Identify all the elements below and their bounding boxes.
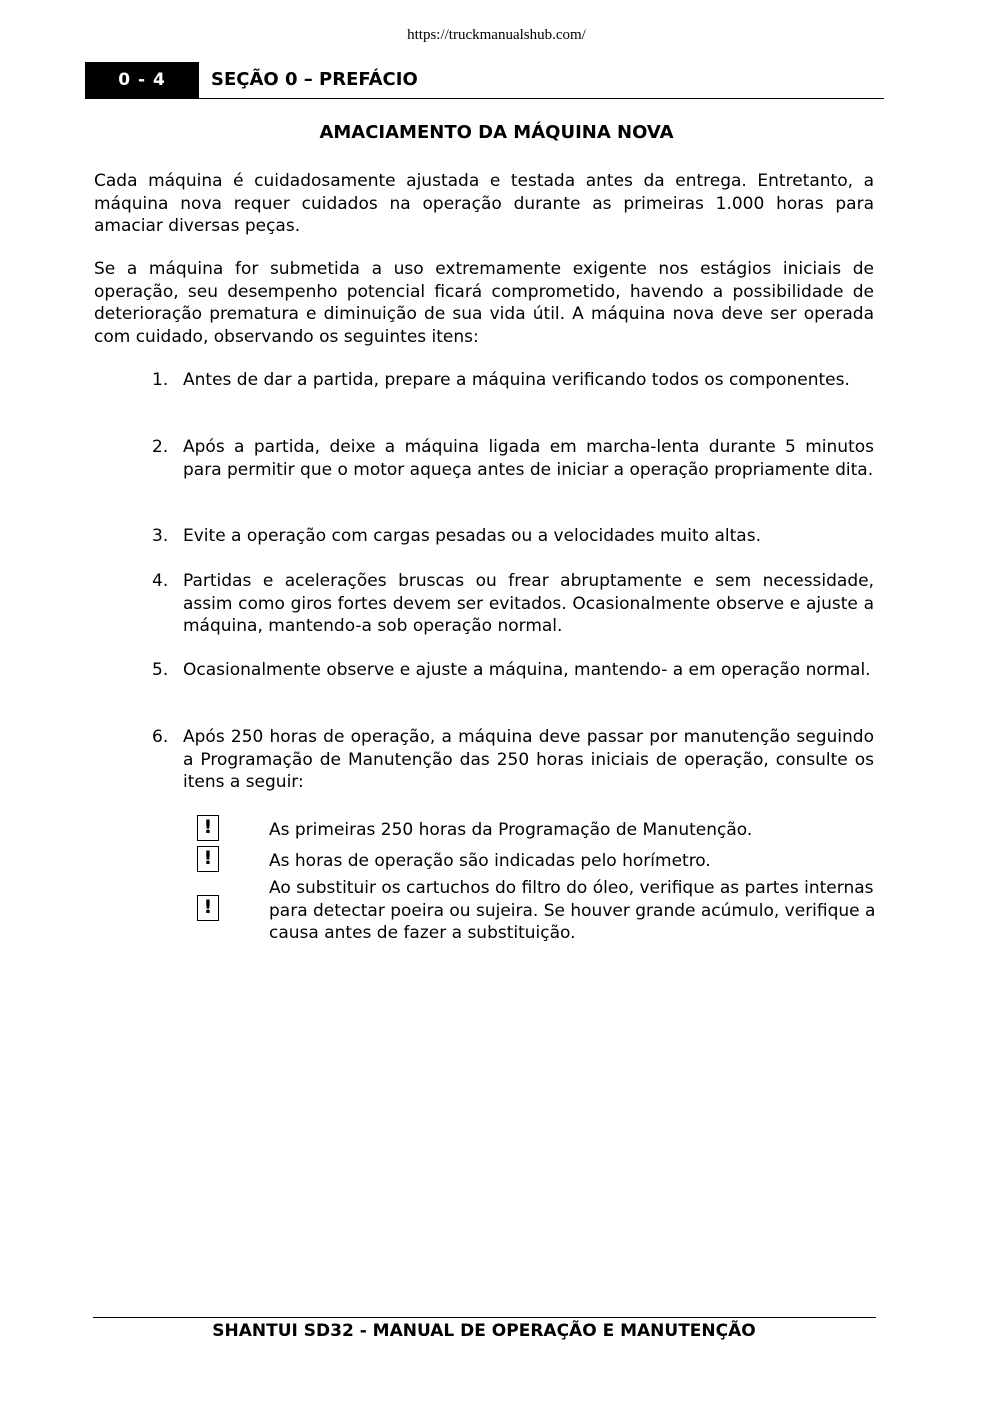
exclamation-icon: ! bbox=[197, 815, 219, 841]
list-item-text: Após 250 horas de operação, a máquina deve passar por manutenção seguindo a Programação de Manutenção das 250 horas iniciais de operação, consulte os itens a seguir: bbox=[183, 727, 874, 792]
note-text: As primeiras 250 horas da Programação de Manutenção. bbox=[269, 820, 753, 840]
section-title: SEÇÃO 0 – PREFÁCIO bbox=[211, 69, 418, 90]
page-header bbox=[85, 62, 884, 99]
list-item-number: 4. bbox=[152, 571, 169, 591]
page-footer: SHANTUI SD32 - MANUAL DE OPERAÇÃO E MANUTENÇÃO bbox=[212, 1321, 756, 1341]
list-item-number: 6. bbox=[152, 727, 169, 747]
list-item-text: Ocasionalmente observe e ajuste a máquina, mantendo- a em operação normal. bbox=[183, 660, 871, 680]
note-text: Ao substituir os cartuchos do filtro do óleo, verifique as partes internas para detectar poeira ou sujeira. Se houver grande acúmulo, verifique a causa antes de fazer a substituição. bbox=[269, 878, 876, 943]
list-item-text: Evite a operação com cargas pesadas ou a velocidades muito altas. bbox=[183, 526, 761, 546]
exclamation-icon: ! bbox=[197, 895, 219, 921]
list-item-number: 2. bbox=[152, 437, 169, 457]
list-item bbox=[152, 525, 874, 548]
note-text: As horas de operação são indicadas pelo horímetro. bbox=[269, 851, 711, 871]
list-item bbox=[152, 659, 874, 682]
warning-paragraph: Se a máquina for submetida a uso extremamente exigente nos estágios iniciais de operação, seu desempenho potencial ficará comprometido, havendo a possibilidade de deterioração prematura e diminuição de sua vida útil. A máquina nova deve ser operada com cuidado, observando os seguintes itens: bbox=[94, 259, 874, 347]
list-item-number: 3. bbox=[152, 526, 169, 546]
page-number: 0 - 4 bbox=[85, 62, 199, 98]
list-item-number: 5. bbox=[152, 660, 169, 680]
list-item-text: Partidas e acelerações bruscas ou frear abruptamente e sem necessidade, assim como giros fortes devem ser evitados. Ocasionalmente observe e ajuste a máquina, mantendo-a sob operação normal. bbox=[183, 571, 874, 636]
list-item bbox=[152, 369, 874, 392]
page-title: AMACIAMENTO DA MÁQUINA NOVA bbox=[319, 122, 674, 143]
list-item bbox=[152, 436, 874, 481]
list-item-number: 1. bbox=[152, 370, 169, 390]
intro-paragraph: Cada máquina é cuidadosamente ajustada e testada antes da entrega. Entretanto, a máquina nova requer cuidados na operação durante as primeiras 1.000 horas para amaciar diversas peças. bbox=[94, 171, 874, 236]
exclamation-icon: ! bbox=[197, 846, 219, 872]
footer-divider bbox=[93, 1317, 876, 1318]
list-item bbox=[152, 726, 874, 794]
source-url[interactable]: https://truckmanualshub.com/ bbox=[407, 27, 586, 43]
list-item bbox=[152, 570, 874, 638]
list-item-text: Após a partida, deixe a máquina ligada em marcha-lenta durante 5 minutos para permitir que o motor aqueça antes de iniciar a operação propriamente dita. bbox=[183, 437, 874, 480]
list-item-text: Antes de dar a partida, prepare a máquina verificando todos os componentes. bbox=[183, 370, 850, 390]
